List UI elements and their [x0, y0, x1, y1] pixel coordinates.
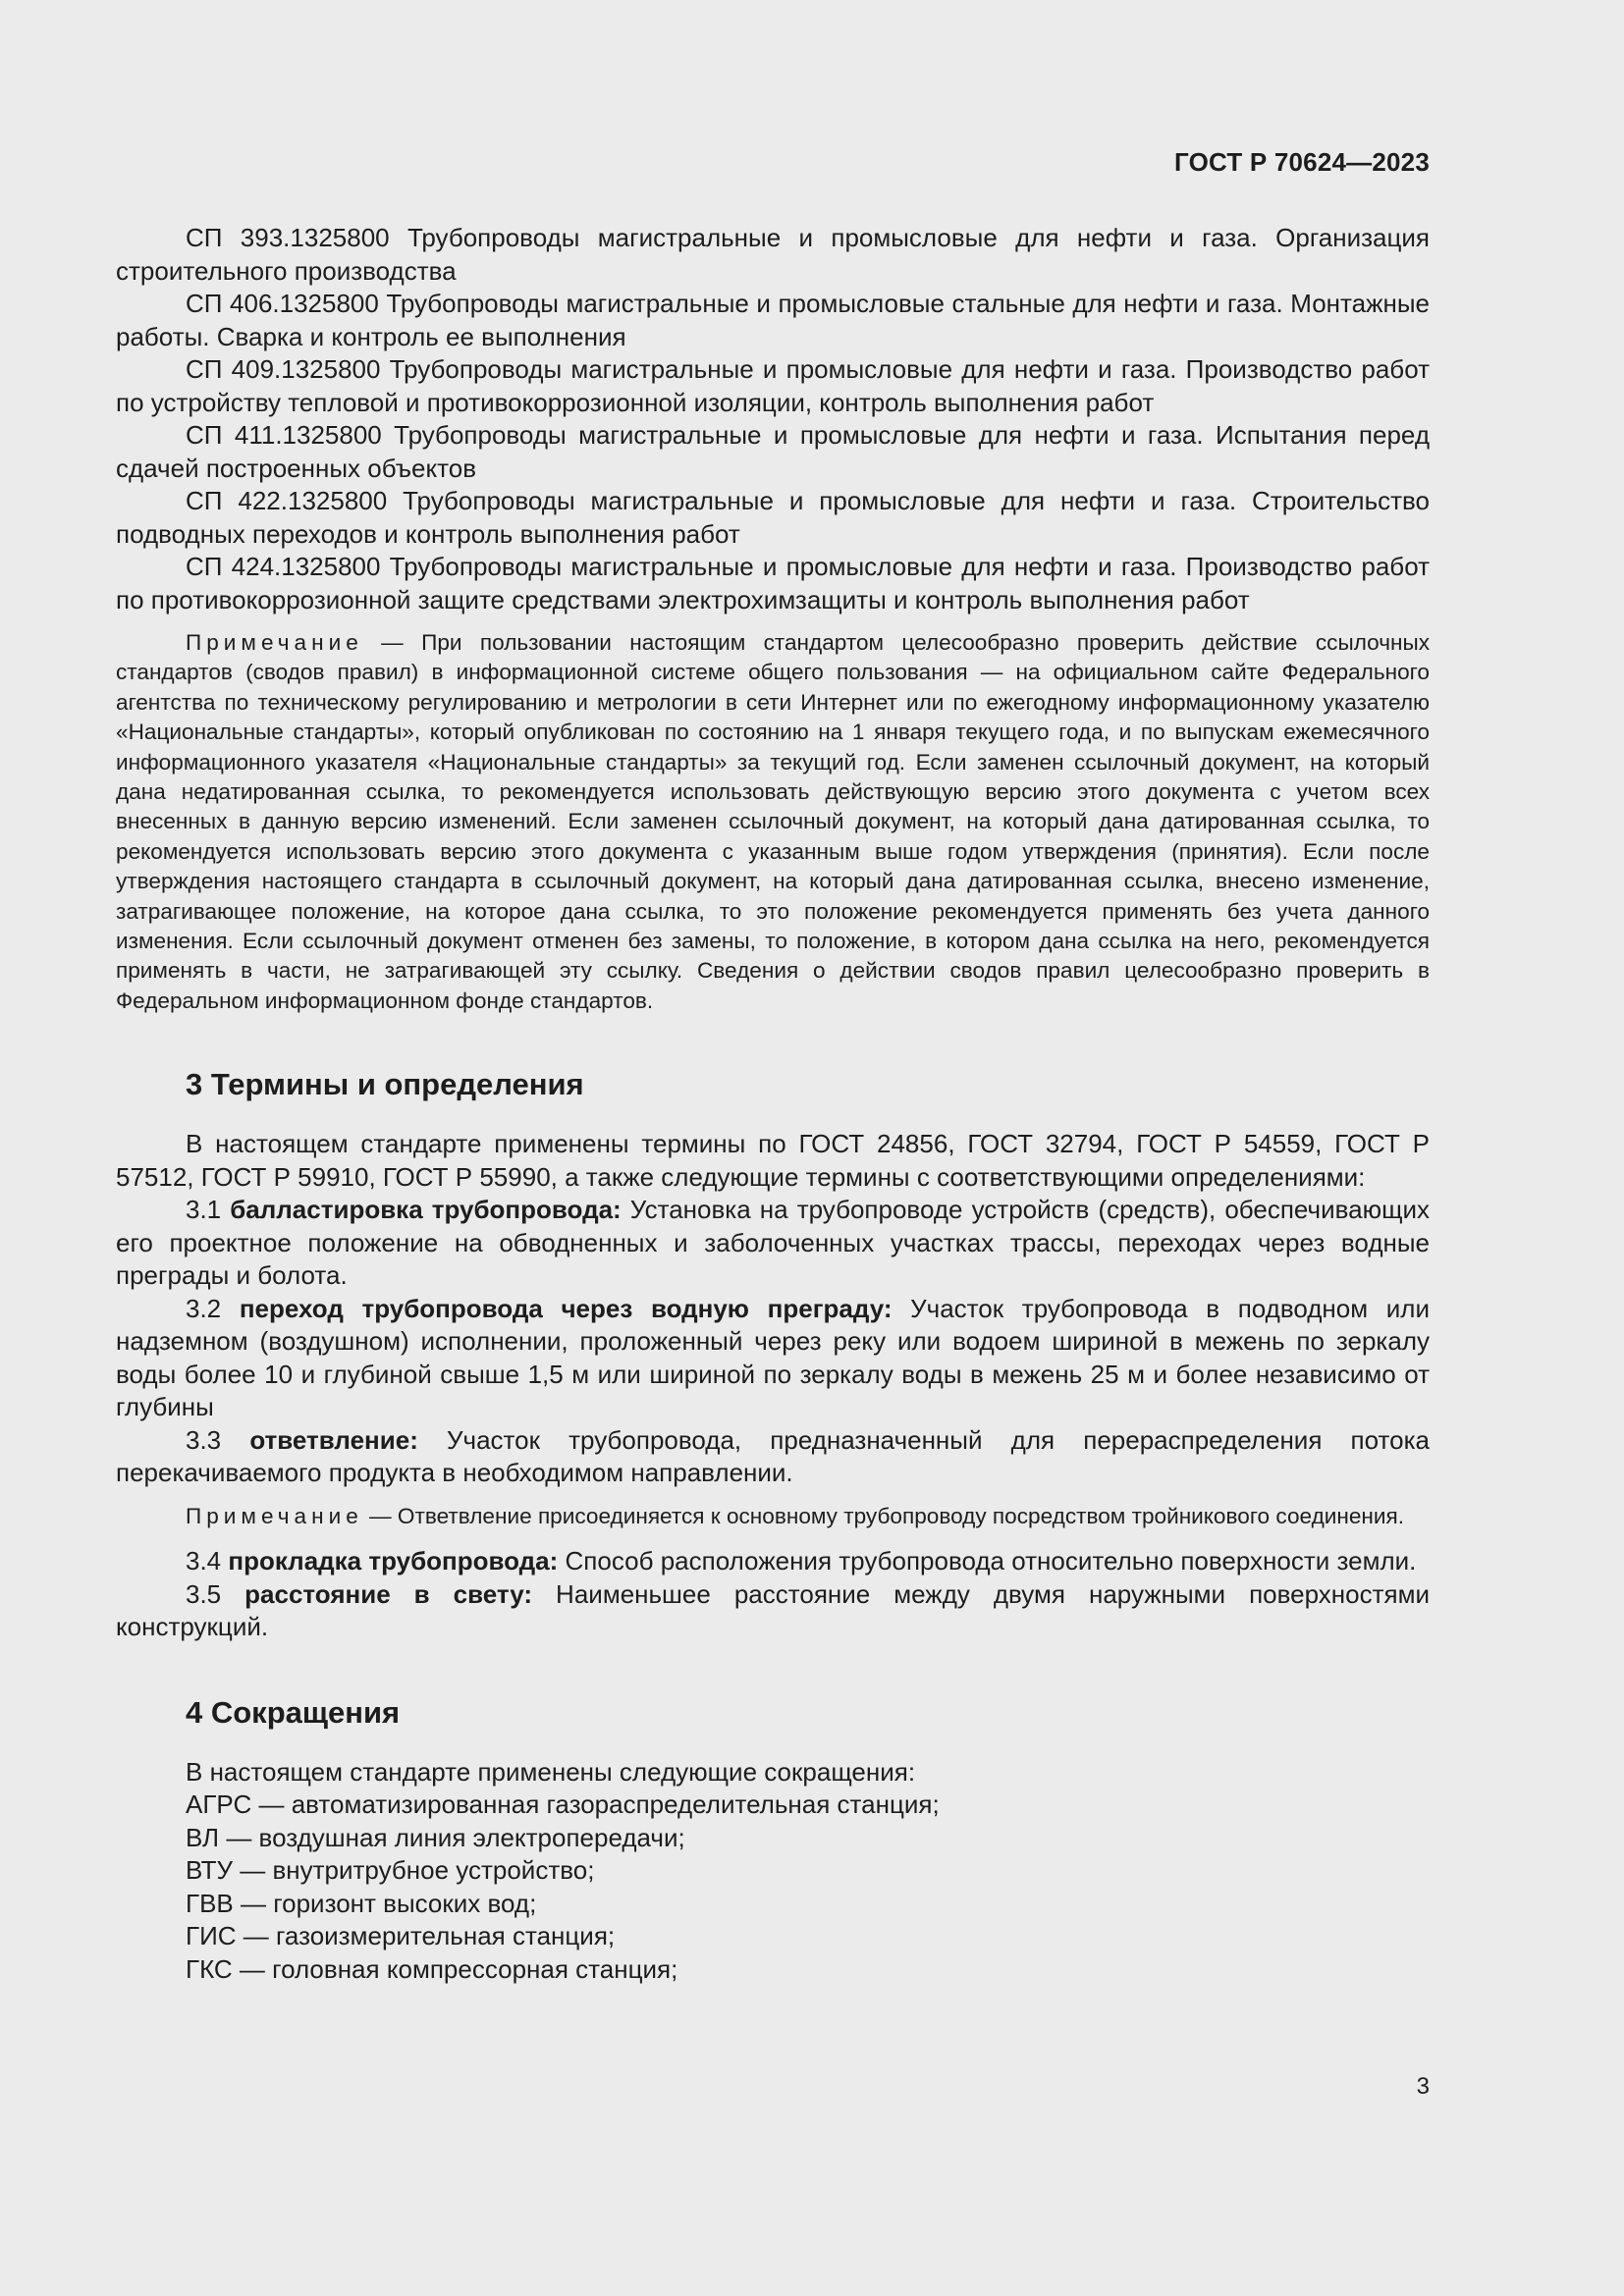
reference-item: СП 424.1325800 Трубопроводы магистральные и промысловые для нефти и газа. Производство работ по противокоррозионной защите средствами электрохимзащиты и контроль выполнения работ	[116, 552, 1430, 614]
term-name: ответвление:	[249, 1424, 418, 1455]
document-id: ГОСТ Р 70624—2023	[1174, 147, 1430, 177]
term-name: переход трубопровода через водную преграду:	[239, 1293, 893, 1323]
term-number: 3.2	[186, 1293, 240, 1323]
term-number: 3.1	[186, 1195, 231, 1225]
section-4-intro: В настоящем стандарте применены следующие сокращения:	[186, 1756, 916, 1787]
abbreviation-item: ГКС — головная компрессорная станция;	[186, 1953, 678, 1984]
term-name: расстояние в свету:	[244, 1578, 533, 1609]
term-text: Установка на трубопроводе устройств (средств), обеспечивающих его проектное положение на обводненных и заболоченных участках трассы, переходах через водные преграды и болота.	[116, 1195, 1430, 1291]
note-text: — При пользовании настоящим стандартом целесообразно проверить действие ссылочных стандартов (сводов правил) в информационной системе общего пользования — на официальном сайте Федерального агентства по техническому регулированию и метрологии в сети Интернет или по ежегодному информационному указателю «Национальные стандарты», который опубликован по состоянию на 1 января текущего года, и по выпускам ежемесячного информационного указателя «Национальные стандарты» за текущий год. Если заменен ссылочный документ, на который дана недатированная ссылка, то рекомендуется использовать действующую версию этого документа с учетом всех внесенных в данную версию изменений. Если заменен ссылочный документ, на который дана датированная ссылка, то рекомендуется использовать версию этого документа с указанным выше годом утверждения (принятия). Если после утверждения настоящего стандарта в ссылочный документ, на который дана датированная ссылка, внесено изменение, затрагивающее положение, на которое дана ссылка, то это положение рекомендуется применять без учета данного изменения. Если ссылочный документ отменен без замены, то положение, в котором дана ссылка на него, рекомендуется применять в части, не затрагивающей эту ссылку. Сведения о действии сводов правил целесообразно проверить в Федеральном информационном фонде стандартов.	[116, 630, 1430, 1013]
reference-item: СП 393.1325800 Трубопроводы магистральные и промысловые для нефти и газа. Организация строительного производства	[116, 223, 1430, 286]
page-content	[116, 222, 1430, 1986]
note-text: — Ответвление присоединяется к основному трубопроводу посредством тройникового соединения.	[362, 1503, 1405, 1528]
term-name: прокладка трубопровода:	[228, 1546, 559, 1576]
abbreviation-item: ГВВ — горизонт высоких вод;	[186, 1888, 537, 1918]
term-definition	[116, 1578, 1430, 1644]
term-text: Участок трубопровода в подводном или надземном (воздушном) исполнении, проложенный через реку или водоем шириной в межень по зеркалу воды более 10 и глубиной свыше 1,5 м или шириной по зеркалу воды в межень 25 м и более независимо от глубины	[116, 1293, 1430, 1422]
term-number: 3.4	[186, 1546, 229, 1576]
reference-note	[116, 628, 1430, 1016]
term-text: Наименьшее расстояние между двумя наружными поверхностями конструкций.	[116, 1578, 1430, 1642]
term-name: балластировка трубопровода:	[230, 1195, 622, 1225]
term-definition	[116, 1424, 1430, 1490]
reference-item: СП 422.1325800 Трубопроводы магистральные и промысловые для нефти и газа. Строительство подводных переходов и контроль выполнения работ	[116, 486, 1430, 549]
term-text: Участок трубопровода, предназначенный для перераспределения потока перекачиваемого продукта в необходимом направлении.	[116, 1424, 1431, 1488]
section-3-intro: В настоящем стандарте применены термины по ГОСТ 24856, ГОСТ 32794, ГОСТ Р 54559, ГОСТ Р 57512, ГОСТ Р 59910, ГОСТ Р 55990, а также следующие термины с соответствующими определениями:	[116, 1129, 1430, 1192]
page-number: 3	[1416, 2073, 1430, 2100]
term-text: Способ расположения трубопровода относительно поверхности земли.	[558, 1546, 1417, 1576]
term-definition	[116, 1293, 1430, 1424]
abbreviation-item: ГИС — газоизмерительная станция;	[186, 1921, 616, 1951]
term-definition	[116, 1545, 1430, 1578]
reference-item: СП 406.1325800 Трубопроводы магистральные и промысловые стальные для нефти и газа. Монтажные работы. Сварка и контроль ее выполнения	[116, 289, 1430, 351]
reference-item: СП 409.1325800 Трубопроводы магистральные и промысловые для нефти и газа. Производство работ по устройству тепловой и противокоррозионной изоляции, контроль выполнения работ	[116, 354, 1430, 417]
term-number: 3.3	[186, 1424, 250, 1455]
term-number: 3.5	[186, 1578, 245, 1609]
section-4-title: 4 Сокращения	[186, 1694, 401, 1730]
reference-item: СП 411.1325800 Трубопроводы магистральные и промысловые для нефти и газа. Испытания перед сдачей построенных объектов	[116, 420, 1430, 483]
note-label: Примечание	[186, 1503, 363, 1528]
term-note	[116, 1502, 1430, 1531]
note-label: Примечание	[186, 630, 363, 655]
section-3-title: 3 Термины и определения	[186, 1067, 584, 1102]
abbreviation-item: ВТУ — внутритрубное устройство;	[186, 1855, 595, 1886]
abbreviation-item: ВЛ — воздушная линия электропередачи;	[186, 1822, 685, 1852]
term-definition	[116, 1194, 1430, 1293]
abbreviation-item: АГРС — автоматизированная газораспределительная станция;	[186, 1789, 940, 1820]
